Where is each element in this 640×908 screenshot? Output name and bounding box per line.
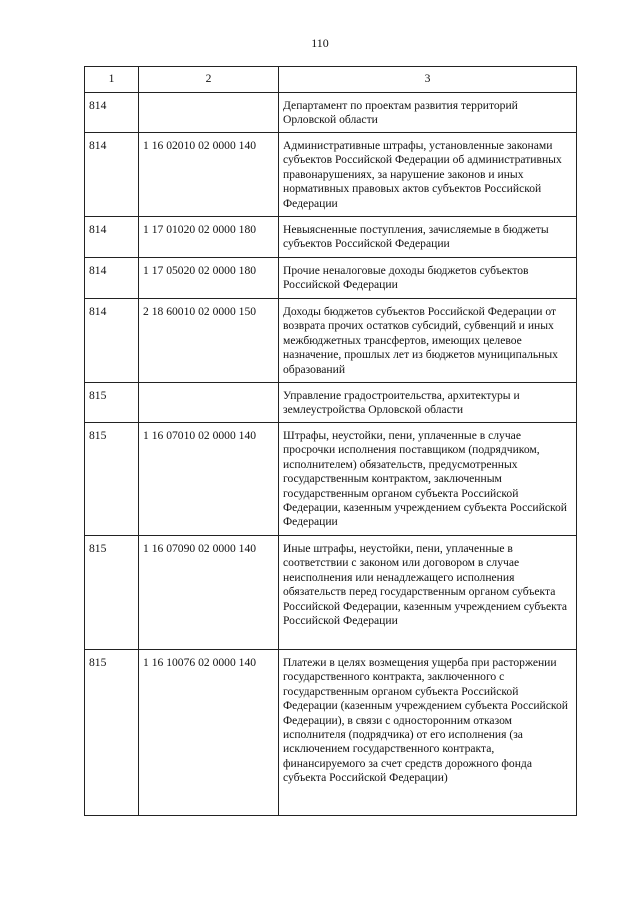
revenue-code-cell: 1 17 01020 02 0000 180 bbox=[139, 217, 279, 258]
table-row bbox=[85, 217, 577, 258]
admin-code-cell: 815 bbox=[85, 650, 139, 816]
admin-code-cell: 814 bbox=[85, 258, 139, 299]
table-header-row bbox=[85, 67, 577, 93]
revenue-name-cell: Управление градостроительства, архитектуры и землеустройства Орловской области bbox=[279, 383, 577, 423]
revenue-name-cell: Невыясненные поступления, зачисляемые в бюджеты субъектов Российской Федерации bbox=[279, 217, 577, 258]
revenue-name-cell: Иные штрафы, неустойки, пени, уплаченные в соответствии с законом или договором в случае неисполнения или ненадлежащего исполнения обязательств перед государственным органом субъекта Российской Федерации, казенным учреждением субъекта Российской Федерации bbox=[279, 536, 577, 650]
page-number: 110 bbox=[311, 36, 329, 50]
admin-code-cell: 815 bbox=[85, 536, 139, 650]
table-row bbox=[85, 423, 577, 536]
revenue-name-cell: Административные штрафы, установленные законами субъектов Российской Федерации об административных правонарушениях, за нарушение законов и иных нормативных правовых актов субъектов Российской Федерации bbox=[279, 133, 577, 217]
table-row bbox=[85, 133, 577, 217]
revenue-code-cell bbox=[139, 93, 279, 133]
admin-code-cell: 815 bbox=[85, 423, 139, 536]
table-row bbox=[85, 258, 577, 299]
revenue-code-cell: 1 16 02010 02 0000 140 bbox=[139, 133, 279, 217]
table-row bbox=[85, 299, 577, 383]
revenue-code-cell: 1 16 10076 02 0000 140 bbox=[139, 650, 279, 816]
table-row bbox=[85, 93, 577, 133]
revenue-name-cell: Прочие неналоговые доходы бюджетов субъектов Российской Федерации bbox=[279, 258, 577, 299]
admin-code-cell: 814 bbox=[85, 93, 139, 133]
revenue-name-cell: Штрафы, неустойки, пени, уплаченные в случае просрочки исполнения поставщиком (подрядчиком, исполнителем) обязательств, предусмотренных государственным контрактом, заключенным государственным органом субъекта Российской Федерации, казенным учреждением субъекта Российской Федерации bbox=[279, 423, 577, 536]
revenue-name-cell: Доходы бюджетов субъектов Российской Федерации от возврата прочих остатков субсидий, субвенций и иных межбюджетных трансфертов, имеющих целевое назначение, прошлых лет из бюджетов муниципальных образований bbox=[279, 299, 577, 383]
table-row bbox=[85, 650, 577, 816]
revenue-code-cell: 1 16 07090 02 0000 140 bbox=[139, 536, 279, 650]
revenue-name-cell: Департамент по проектам развития территорий Орловской области bbox=[279, 93, 577, 133]
admin-code-cell: 814 bbox=[85, 133, 139, 217]
table-row bbox=[85, 383, 577, 423]
revenue-code-cell: 1 17 05020 02 0000 180 bbox=[139, 258, 279, 299]
revenue-code-cell: 1 16 07010 02 0000 140 bbox=[139, 423, 279, 536]
admin-code-cell: 815 bbox=[85, 383, 139, 423]
revenue-codes-table bbox=[84, 66, 577, 816]
admin-code-cell: 814 bbox=[85, 217, 139, 258]
table-row bbox=[85, 536, 577, 650]
revenue-name-cell: Платежи в целях возмещения ущерба при расторжении государственного контракта, заключенного с государственным органом субъекта Российской Федерации (казенным учреждением субъекта Российской Федерации), в связи с односторонним отказом исполнителя (подрядчика) от его исполнения (за исключением государственного контракта, финансируемого за счет средств дорожного фонда субъекта Российской Федерации) bbox=[279, 650, 577, 816]
column-header-1: 1 bbox=[85, 67, 139, 93]
admin-code-cell: 814 bbox=[85, 299, 139, 383]
column-header-3: 3 bbox=[279, 67, 577, 93]
revenue-code-cell bbox=[139, 383, 279, 423]
column-header-2: 2 bbox=[139, 67, 279, 93]
revenue-code-cell: 2 18 60010 02 0000 150 bbox=[139, 299, 279, 383]
